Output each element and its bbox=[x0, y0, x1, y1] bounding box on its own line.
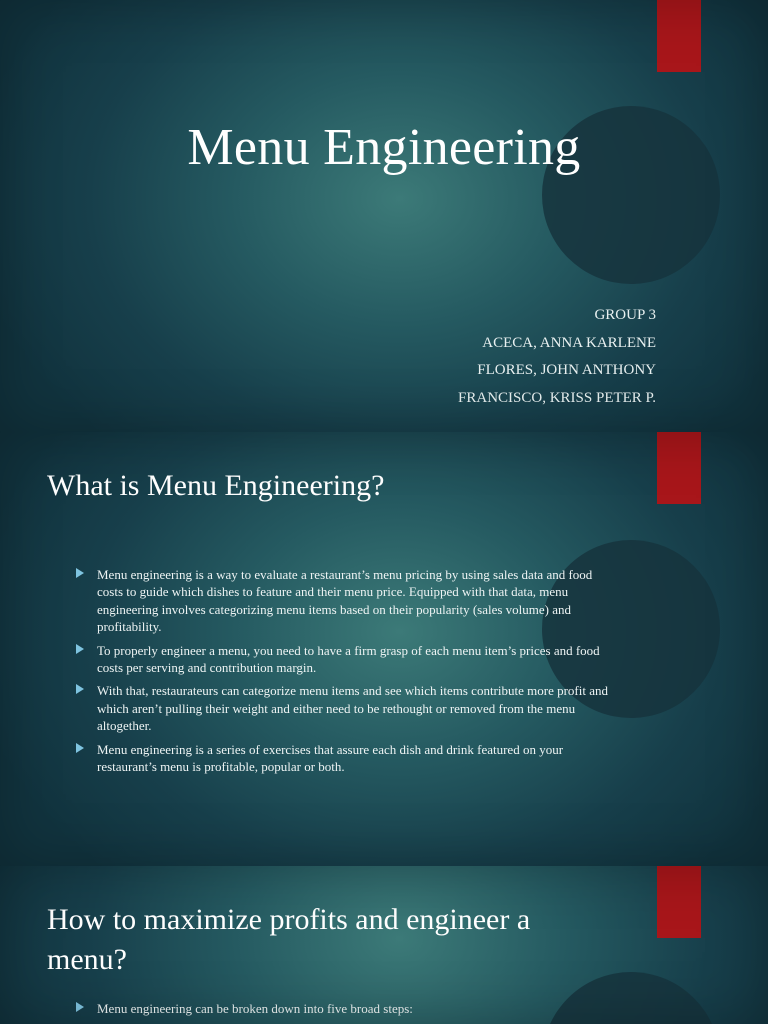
bullet-item bbox=[76, 566, 621, 636]
bullet-item bbox=[76, 741, 621, 776]
bullet-item bbox=[76, 1000, 621, 1017]
bullet-text: Menu engineering can be broken down into five broad steps: bbox=[97, 1001, 413, 1016]
member-name: FRANCISCO, KRISS PETER P. bbox=[458, 389, 656, 406]
bullet-text: With that, restaurateurs can categorize menu items and see which items contribute more profit and which aren’t pulling their weight and either need to be rethought or removed from the menu altogether. bbox=[97, 683, 608, 734]
bullet-arrow-icon bbox=[76, 1002, 84, 1012]
slide-maximize-profits bbox=[0, 866, 768, 1024]
red-accent-bar bbox=[657, 866, 701, 938]
slide-title-heading: Menu Engineering bbox=[187, 119, 581, 176]
slide-what-is bbox=[0, 432, 768, 866]
bullet-arrow-icon bbox=[76, 644, 84, 654]
group-members bbox=[458, 302, 656, 412]
bullet-arrow-icon bbox=[76, 743, 84, 753]
slide-heading: What is Menu Engineering? bbox=[47, 469, 385, 502]
bullet-item bbox=[76, 682, 621, 734]
bullet-list bbox=[76, 566, 621, 781]
bullet-item bbox=[76, 642, 621, 677]
slide-title bbox=[0, 0, 768, 432]
bullet-text: Menu engineering is a way to evaluate a restaurant’s menu pricing by using sales data and food costs to guide which dishes to feature and their menu price. Equipped with that data, menu engineering involves categorizing menu items based on their popularity (sales volume) and profitability. bbox=[97, 567, 593, 635]
bullet-text: To properly engineer a menu, you need to have a firm grasp of each menu item’s prices and food costs per serving and contribution margin. bbox=[97, 642, 600, 676]
member-name: ACECA, ANNA KARLENE bbox=[482, 334, 656, 351]
red-accent-bar bbox=[657, 432, 701, 504]
bullet-arrow-icon bbox=[76, 568, 84, 578]
bullet-text: Menu engineering is a series of exercises that assure each dish and drink featured on your restaurant’s menu is profitable, popular or both. bbox=[97, 741, 564, 775]
group-label: GROUP 3 bbox=[594, 307, 656, 323]
red-accent-bar bbox=[657, 0, 701, 72]
bullet-arrow-icon bbox=[76, 684, 84, 694]
slide-heading: How to maximize profits and engineer a menu? bbox=[47, 903, 531, 976]
bullet-list bbox=[76, 1000, 621, 1023]
member-name: FLORES, JOHN ANTHONY bbox=[477, 362, 656, 378]
